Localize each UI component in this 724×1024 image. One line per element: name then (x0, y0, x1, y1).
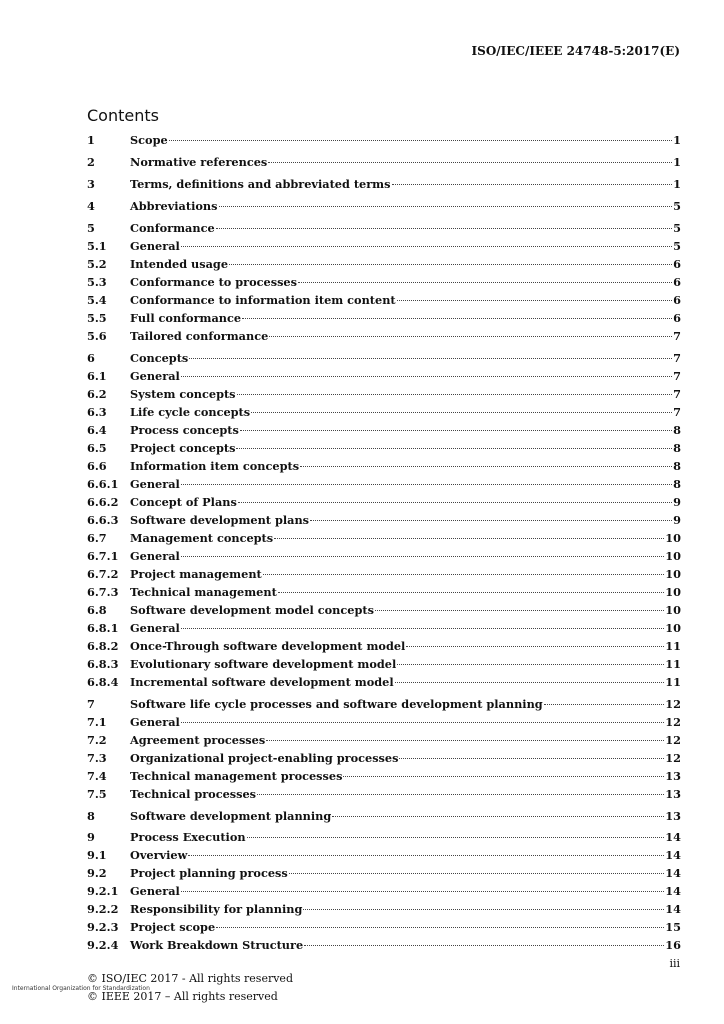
toc-entry[interactable] (87, 292, 681, 309)
toc-entry-title: Concepts (130, 351, 189, 365)
toc-entry-title: Responsibility for planning (130, 902, 303, 916)
toc-entry-page: 6 (673, 275, 681, 289)
toc-entry-number: 5.3 (87, 275, 107, 289)
toc-leader-dots (397, 300, 673, 301)
toc-entry-number: 7.5 (87, 787, 107, 801)
toc-entry[interactable] (87, 696, 681, 713)
toc-entry[interactable] (87, 602, 681, 619)
toc-entry-number: 7.4 (87, 769, 107, 783)
toc-entry-number: 6.8.1 (87, 621, 119, 635)
toc-entry[interactable] (87, 458, 681, 475)
toc-entry-page: 5 (673, 221, 681, 235)
toc-leader-dots (544, 704, 665, 705)
toc-entry-number: 4 (87, 199, 95, 213)
toc-leader-dots (216, 927, 664, 928)
toc-entry-page: 6 (673, 257, 681, 271)
toc-entry[interactable] (87, 256, 681, 273)
toc-entry-number: 7.3 (87, 751, 107, 765)
toc-entry-page: 14 (665, 884, 681, 898)
toc-entry[interactable] (87, 847, 681, 864)
toc-entry-title: Conformance to processes (130, 275, 297, 289)
toc-entry-page: 13 (665, 769, 681, 783)
toc-entry[interactable] (87, 865, 681, 882)
toc-entry-title: Process concepts (130, 423, 239, 437)
toc-entry[interactable] (87, 220, 681, 237)
toc-entry-title: Abbreviations (130, 199, 218, 213)
toc-entry-page: 7 (673, 369, 681, 383)
toc-entry-number: 6.2 (87, 387, 107, 401)
toc-entry-title: General (130, 549, 180, 563)
toc-entry-page: 11 (665, 657, 681, 671)
toc-entry-title: Software development model concepts (130, 603, 374, 617)
toc-entry-number: 6.6.1 (87, 477, 119, 491)
toc-leader-dots (257, 794, 664, 795)
toc-entry-page: 10 (665, 585, 681, 599)
toc-entry[interactable] (87, 512, 681, 529)
toc-entry[interactable] (87, 176, 681, 193)
toc-entry-title: Software life cycle processes and software development planning (130, 697, 543, 711)
toc-entry-title: Technical management processes (130, 769, 343, 783)
toc-entry[interactable] (87, 440, 681, 457)
toc-entry-page: 10 (665, 531, 681, 545)
toc-entry-page: 9 (673, 495, 681, 509)
toc-entry[interactable] (87, 310, 681, 327)
toc-entry-page: 10 (665, 549, 681, 563)
toc-entry[interactable] (87, 350, 681, 367)
toc-leader-dots (395, 682, 665, 683)
toc-entry-number: 5 (87, 221, 95, 235)
toc-entry-number: 6 (87, 351, 95, 365)
toc-entry[interactable] (87, 901, 681, 918)
toc-entry-title: Project management (130, 567, 262, 581)
toc-leader-dots (268, 162, 672, 163)
toc-entry[interactable] (87, 238, 681, 255)
toc-entry-title: Technical processes (130, 787, 257, 801)
toc-entry[interactable] (87, 883, 681, 900)
toc-entry-title: Intended usage (130, 257, 229, 271)
toc-entry-number: 9.2.1 (87, 884, 119, 898)
toc-entry-number: 6.4 (87, 423, 107, 437)
toc-entry-page: 1 (673, 155, 681, 169)
document-identifier: ISO/IEC/IEEE 24748-5:2017(E) (471, 44, 680, 58)
toc-entry-page: 7 (673, 329, 681, 343)
toc-entry[interactable] (87, 732, 681, 749)
toc-entry-number: 5.4 (87, 293, 107, 307)
toc-entry-page: 14 (665, 902, 681, 916)
toc-entry-page: 8 (673, 441, 681, 455)
toc-entry-number: 6.6 (87, 459, 107, 473)
toc-leader-dots (406, 646, 664, 647)
toc-entry-number: 8 (87, 809, 95, 823)
toc-entry-page: 1 (673, 177, 681, 191)
toc-entry-number: 9.1 (87, 848, 107, 862)
toc-entry-number: 6.8.4 (87, 675, 119, 689)
toc-entry-title: Scope (130, 133, 168, 147)
toc-entry-title: Overview (130, 848, 188, 862)
toc-entry-title: Project planning process (130, 866, 288, 880)
toc-entry-page: 12 (665, 697, 681, 711)
toc-entry[interactable] (87, 198, 681, 215)
toc-leader-dots (399, 758, 664, 759)
toc-entry-number: 6.8 (87, 603, 107, 617)
toc-entry-page: 12 (665, 715, 681, 729)
toc-leader-dots (181, 722, 664, 723)
toc-entry-title: Software development plans (130, 513, 310, 527)
toc-leader-dots (274, 538, 664, 539)
toc-leader-dots (216, 228, 672, 229)
toc-entry-title: General (130, 477, 180, 491)
toc-entry-number: 5.6 (87, 329, 107, 343)
toc-entry-title: Management concepts (130, 531, 274, 545)
toc-entry[interactable] (87, 919, 681, 936)
copyright-ieee: © IEEE 2017 – All rights reserved (87, 990, 278, 1003)
toc-entry-page: 14 (665, 866, 681, 880)
toc-leader-dots (375, 610, 664, 611)
toc-entry-title: Project scope (130, 920, 216, 934)
toc-entry-page: 12 (665, 733, 681, 747)
toc-entry-title: General (130, 715, 180, 729)
toc-entry[interactable] (87, 404, 681, 421)
toc-entry-number: 3 (87, 177, 95, 191)
toc-entry-number: 6.5 (87, 441, 107, 455)
toc-leader-dots (397, 664, 664, 665)
toc-leader-dots (181, 484, 672, 485)
toc-entry-page: 7 (673, 405, 681, 419)
toc-entry-page: 10 (665, 621, 681, 635)
toc-entry-page: 5 (673, 239, 681, 253)
page-title: Contents (87, 106, 159, 125)
toc-entry-title: Work Breakdown Structure (130, 938, 304, 952)
toc-leader-dots (181, 628, 664, 629)
toc-entry-title: Project concepts (130, 441, 236, 455)
toc-entry-page: 1 (673, 133, 681, 147)
toc-leader-dots (181, 376, 672, 377)
toc-entry-title: Technical management (130, 585, 277, 599)
toc-entry-title: Normative references (130, 155, 268, 169)
toc-entry-page: 14 (665, 848, 681, 862)
toc-entry-number: 9.2.3 (87, 920, 119, 934)
toc-leader-dots (229, 264, 672, 265)
toc-entry-number: 2 (87, 155, 95, 169)
toc-entry[interactable] (87, 656, 681, 673)
toc-entry[interactable] (87, 808, 681, 825)
toc-entry-title: Conformance (130, 221, 215, 235)
toc-entry-title: Evolutionary software development model (130, 657, 397, 671)
toc-leader-dots (181, 556, 664, 557)
toc-entry-number: 6.7.3 (87, 585, 119, 599)
toc-entry-title: Conformance to information item content (130, 293, 396, 307)
toc-leader-dots (303, 909, 664, 910)
toc-entry[interactable] (87, 829, 681, 846)
toc-entry[interactable] (87, 937, 681, 954)
toc-entry[interactable] (87, 274, 681, 291)
toc-entry-page: 11 (665, 639, 681, 653)
toc-entry-number: 9.2.4 (87, 938, 119, 952)
toc-entry[interactable] (87, 768, 681, 785)
toc-entry-number: 6.8.2 (87, 639, 119, 653)
toc-entry[interactable] (87, 566, 681, 583)
toc-entry-title: Incremental software development model (130, 675, 394, 689)
toc-entry-page: 13 (665, 809, 681, 823)
toc-entry-page: 14 (665, 830, 681, 844)
toc-entry-page: 8 (673, 459, 681, 473)
toc-entry-number: 9.2.2 (87, 902, 119, 916)
toc-entry-page: 16 (665, 938, 681, 952)
toc-leader-dots (189, 358, 672, 359)
toc-entry-number: 5.2 (87, 257, 107, 271)
toc-leader-dots (300, 466, 672, 467)
toc-leader-dots (242, 318, 672, 319)
toc-entry-title: Tailored conformance (130, 329, 269, 343)
toc-entry-number: 6.6.2 (87, 495, 119, 509)
toc-entry-page: 7 (673, 351, 681, 365)
toc-entry-title: Full conformance (130, 311, 242, 325)
toc-entry[interactable] (87, 674, 681, 691)
toc-entry-number: 7 (87, 697, 95, 711)
toc-entry[interactable] (87, 494, 681, 511)
toc-entry-number: 1 (87, 133, 95, 147)
toc-entry-title: System concepts (130, 387, 236, 401)
toc-entry[interactable] (87, 638, 681, 655)
toc-entry[interactable] (87, 476, 681, 493)
toc-leader-dots (392, 184, 673, 185)
toc-entry-title: General (130, 884, 180, 898)
toc-leader-dots (237, 394, 673, 395)
toc-entry-title: Agreement processes (130, 733, 266, 747)
toc-entry[interactable] (87, 750, 681, 767)
toc-leader-dots (240, 430, 672, 431)
toc-leader-dots (219, 206, 673, 207)
toc-entry-title: Software development planning (130, 809, 332, 823)
toc-entry-page: 6 (673, 293, 681, 307)
toc-entry-number: 6.7.1 (87, 549, 119, 563)
toc-entry-number: 6.3 (87, 405, 107, 419)
toc-entry-number: 5.5 (87, 311, 107, 325)
toc-entry-title: Once-Through software development model (130, 639, 406, 653)
toc-entry[interactable] (87, 620, 681, 637)
toc-entry[interactable] (87, 786, 681, 803)
toc-leader-dots (332, 816, 664, 817)
toc-leader-dots (343, 776, 664, 777)
page-number: iii (669, 957, 680, 970)
toc-leader-dots (238, 502, 672, 503)
toc-entry-title: General (130, 239, 180, 253)
toc-entry-title: Process Execution (130, 830, 246, 844)
toc-entry-number: 7.2 (87, 733, 107, 747)
toc-entry-title: Terms, definitions and abbreviated terms (130, 177, 391, 191)
toc-entry-number: 7.1 (87, 715, 107, 729)
toc-entry-page: 12 (665, 751, 681, 765)
toc-entry-title: Concept of Plans (130, 495, 237, 509)
copyright-iso: © ISO/IEC 2017 - All rights reserved (87, 972, 293, 985)
toc-leader-dots (289, 873, 665, 874)
toc-entry-page: 10 (665, 603, 681, 617)
toc-entry[interactable] (87, 548, 681, 565)
toc-entry-page: 8 (673, 423, 681, 437)
toc-entry-title: General (130, 369, 180, 383)
toc-entry-page: 11 (665, 675, 681, 689)
toc-leader-dots (181, 891, 664, 892)
toc-entry[interactable] (87, 132, 681, 149)
toc-entry-page: 7 (673, 387, 681, 401)
toc-entry-page: 6 (673, 311, 681, 325)
toc-entry[interactable] (87, 154, 681, 171)
toc-leader-dots (304, 945, 664, 946)
toc-leader-dots (298, 282, 672, 283)
toc-entry-number: 6.7.2 (87, 567, 119, 581)
toc-leader-dots (269, 336, 672, 337)
toc-entry[interactable] (87, 422, 681, 439)
toc-entry-number: 5.1 (87, 239, 107, 253)
toc-entry-number: 6.1 (87, 369, 107, 383)
toc-entry-page: 5 (673, 199, 681, 213)
toc-entry-page: 9 (673, 513, 681, 527)
toc-leader-dots (247, 837, 665, 838)
toc-entry[interactable] (87, 386, 681, 403)
toc-entry-page: 8 (673, 477, 681, 491)
toc-leader-dots (251, 412, 672, 413)
toc-entry-page: 13 (665, 787, 681, 801)
toc-entry-title: Life cycle concepts (130, 405, 251, 419)
toc-entry-number: 9 (87, 830, 95, 844)
toc-entry[interactable] (87, 368, 681, 385)
toc-leader-dots (181, 246, 672, 247)
toc-entry-number: 6.7 (87, 531, 107, 545)
toc-entry-page: 10 (665, 567, 681, 581)
toc-leader-dots (310, 520, 672, 521)
toc-entry-page: 15 (665, 920, 681, 934)
toc-entry-title: Organizational project-enabling processes (130, 751, 399, 765)
toc-leader-dots (169, 140, 672, 141)
toc-entry[interactable] (87, 530, 681, 547)
toc-leader-dots (236, 448, 672, 449)
toc-entry-number: 6.8.3 (87, 657, 119, 671)
toc-entry-number: 6.6.3 (87, 513, 119, 527)
toc-leader-dots (263, 574, 665, 575)
toc-leader-dots (278, 592, 664, 593)
toc-entry-number: 9.2 (87, 866, 107, 880)
watermark-text: International Organization for Standardization (12, 985, 150, 992)
toc-leader-dots (188, 855, 664, 856)
toc-entry[interactable] (87, 584, 681, 601)
toc-entry[interactable] (87, 714, 681, 731)
toc-leader-dots (266, 740, 664, 741)
toc-entry[interactable] (87, 328, 681, 345)
toc-entry-title: Information item concepts (130, 459, 300, 473)
toc-entry-title: General (130, 621, 180, 635)
